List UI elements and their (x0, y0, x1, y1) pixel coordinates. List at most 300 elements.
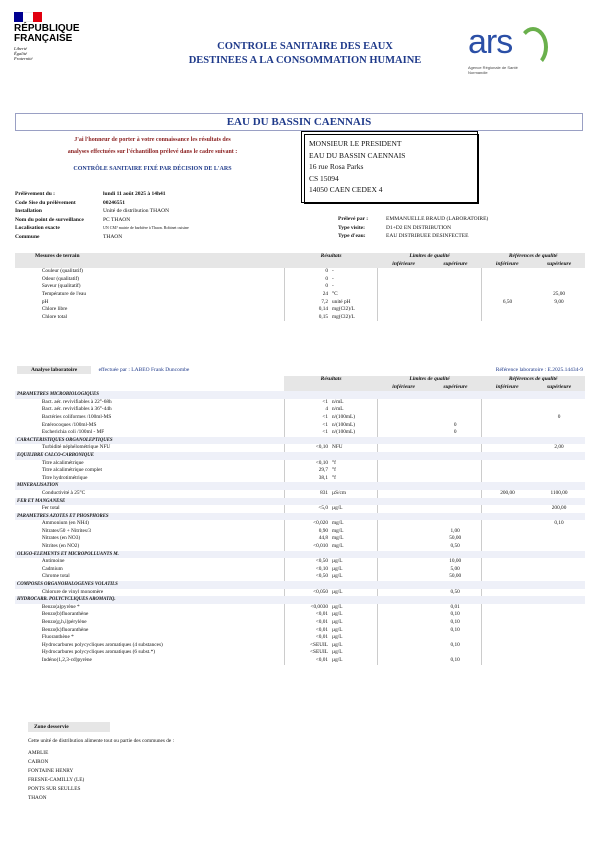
table-row (15, 268, 585, 276)
limit-inf (378, 634, 430, 642)
table-row (15, 649, 585, 657)
ref-inf (481, 611, 533, 619)
ref-inf (481, 543, 533, 551)
limit-inf (378, 543, 430, 551)
table-row (15, 306, 585, 314)
result-unit: mg(Cl2)/L (332, 306, 355, 313)
ref-inf (481, 566, 533, 574)
parameter-name: Chlore total (41, 313, 68, 320)
ref-inf (481, 475, 533, 483)
table-row (15, 573, 585, 581)
group-header: CARACTERISTIQUES ORGANOLEPTIQUES (15, 437, 585, 445)
limit-inf (378, 460, 430, 468)
limit-sup (430, 634, 482, 642)
table-row (15, 589, 585, 597)
limit-sup (430, 406, 482, 414)
limit-inf (378, 306, 430, 314)
ref-sup (533, 657, 585, 665)
result-value: <1 (284, 399, 330, 407)
ref-sup: 1100,00 (550, 489, 568, 496)
table-row (15, 543, 585, 551)
commune-item: PONTS SUR SEULLES (28, 786, 81, 792)
ref-inf (481, 634, 533, 642)
parameter-name: Bact. aér. revivifiables à 22°-68h (41, 398, 112, 405)
table-row (15, 406, 585, 414)
result-value: <0,010 (284, 543, 330, 551)
limit-inf (378, 573, 430, 581)
limit-sup: 50,00 (449, 573, 462, 580)
result-unit: µg/L (332, 656, 343, 663)
table-row (15, 611, 585, 619)
ref-inf (481, 444, 533, 452)
result-value: 38,1 (284, 475, 330, 483)
result-unit: unité pH (332, 298, 351, 305)
table-row (15, 558, 585, 566)
parameter-name: Hydrocarbures polycycliques aromatiques (4 substances) (41, 641, 163, 648)
result-value: <5,0 (284, 505, 330, 513)
ref-inf (481, 268, 533, 276)
ref-sup (533, 406, 585, 414)
table-row (15, 291, 585, 299)
limit-sup (430, 306, 482, 314)
result-unit: µg/L (332, 634, 343, 641)
ref-inf (481, 291, 533, 299)
parameter-name: Fer total (41, 505, 60, 512)
terrain-results-header: Résultats (284, 253, 377, 261)
rf-line-2: FRANÇAISE (14, 33, 73, 44)
result-unit: mg/L (332, 527, 344, 534)
group-header: EQUILIBRE CALCO-CARBONIQUE (15, 452, 585, 460)
terrain-refs-header: Références de qualité (481, 253, 585, 261)
result-value: <SEUIL (284, 642, 330, 650)
limit-inf (378, 490, 430, 498)
ref-inf (481, 657, 533, 665)
terrain-table: Mesures de terrain Résultats Limites de qualité Références de qualité inférieure supérieure inférieure supérieure Couleur (qualitatif) 0 - Odeur (qualitatif) 0 - Saveur (qualitatif) 0 - Température de l'eau 24 °C 25,00 pH 7,2 unité pH 6,50 9,00 Chlore libre 0,14 mg(Cl2)/L Chlore total 0,15 mg(Cl2)/L (15, 253, 585, 321)
parameter-name: Titre hydrotimétrique (41, 474, 88, 481)
group-header: PARAMETRES MICROBIOLOGIQUES (15, 391, 585, 399)
ref-sup (533, 422, 585, 430)
republique-francaise-logo (14, 12, 114, 82)
table-row (15, 619, 585, 627)
result-unit: n/(100mL) (332, 421, 355, 428)
result-unit: NFU (332, 444, 343, 451)
limit-sup (430, 460, 482, 468)
result-unit: °C (332, 290, 338, 297)
ref-sup (533, 276, 585, 284)
ref-inf (481, 399, 533, 407)
limit-inf (378, 414, 430, 422)
parameter-name: Température de l'eau (41, 290, 86, 297)
labo-table: Analyse laboratoire effectuée par : LABEO Frank Duncombe Référence laboratoire : E.2025.14434-9 Résultats Limites de qualité Références de qualité inférieure supérieure inférieure supérieure PARAMETRES MICROBIOLOGIQUES Bact. aér. revivifiables à 22°-68h <1 n/mL Bact. aér. revivifiables à 36°-44h 4 n/mL Bactéries coliformes /100ml-MS <1 n/(100mL) 0 Entérocoques /100ml-MS <1 n/(100mL) 0 Escherichia coli /100ml - MF <1 n/(100mL) 0 CARACTERISTIQUES ORGANOLEPTIQUES Turbidité néphélométrique NFU <0,10 NFU 2,00 EQUILIBRE CALCO-CARBONIQUE Titre alcalimétrique <0,10 °f Titre alcalimétrique complet 29,7 °f Titre hydrotimétrique 38,1 °f MINERALISATION Conductivité à 25°C 831 µS/cm 200,00 1100,00 FER ET MANGANESE Fer total <5,0 µg/L 200,00 PARAMETRES AZOTES ET PHOSPHORES Ammonium (en NH4) <0,020 mg/L 0,10 Nitrates/50 + Nitrites/3 0,90 mg/L 1,00 Nitrates (en NO3) 44,8 mg/L 50,00 Nitrites (en NO2) <0,010 mg/L 0,50 OLIGO-ELEMENTS ET MICROPOLLUANTS M. Antimoine <0,50 µg/L 10,00 Cadmium <0,10 µg/L 5,00 Chrome total <0,50 µg/L 50,00 COMPOSES ORGANOHALOGENES VOLATILS Chlorure de vinyl monomère <0,050 µg/L 0,50 HYDROCARB. POLYCYCLIQUES AROMATIQ. Benzo(a)pyrène * <0,0030 µg/L 0,01 Benzo(b)fluoranthène <0,01 µg/L 0,10 Benzo(g,h,i)pérylène <0,01 µg/L 0,10 Benzo(k)fluoranthène <0,01 µg/L 0,10 Fluoranthène * <0,01 µg/L Hydrocarbures polycycliques aromatiques (4 substances) <SEUIL µg/L 0,10 Hydrocarbures polycycliques aromatiques (6 subst.*) <SEUIL µg/L Indéno(1,2,3-cd)pyrène <0,01 µg/L 0,10 (17, 367, 583, 663)
ref-inf (481, 460, 533, 468)
result-unit: n/mL (332, 406, 344, 413)
parameter-name: Nitrates (en NO3) (41, 535, 81, 542)
parameter-name: Saveur (qualitatif) (41, 283, 81, 290)
result-unit: - (332, 275, 334, 282)
result-value: <0,01 (284, 611, 330, 619)
result-unit: µg/L (332, 573, 343, 580)
limit-sup (430, 505, 482, 513)
parameter-name: Titre alcalimétrique (41, 459, 84, 466)
result-value: 0 (284, 276, 330, 284)
ref-sup (533, 528, 585, 536)
ref-inf (481, 520, 533, 528)
parameter-name: Benzo(a)pyrène * (41, 603, 80, 610)
result-value: 44,8 (284, 535, 330, 543)
ref-inf (481, 429, 533, 437)
parameter-name: Antimoine (41, 558, 65, 565)
limit-sup (430, 314, 482, 322)
table-row (15, 467, 585, 475)
result-value: 0 (284, 268, 330, 276)
commune-item: AMBLIE (28, 750, 49, 756)
result-unit: µg/L (332, 603, 343, 610)
limit-inf (378, 520, 430, 528)
parameter-name: Cadmium (41, 565, 63, 572)
result-value: <0,50 (284, 573, 330, 581)
control-type: CONTRÔLE SANITAIRE FIXÉ PAR DÉCISION DE L'ARS (73, 166, 232, 172)
limit-inf (378, 642, 430, 650)
ref-sup (533, 268, 585, 276)
limit-sup: 0 (453, 429, 457, 436)
limit-sup: 0,50 (450, 588, 460, 595)
parameter-name: Hydrocarbures polycycliques aromatiques (6 subst.*) (41, 649, 155, 656)
ref-inf (481, 535, 533, 543)
result-value: <0,0030 (284, 604, 330, 612)
document-title: CONTROLE SANITAIRE DES EAUX DESTINEES A LA CONSOMMATION HUMAINE (188, 41, 422, 66)
parameter-name: Chlore libre (41, 306, 68, 313)
result-value: 0 (284, 283, 330, 291)
terrain-title: Mesures de terrain (15, 253, 284, 261)
result-unit: °f (332, 459, 336, 466)
result-unit: µg/L (332, 626, 343, 633)
limit-sup: 0,10 (450, 619, 460, 625)
result-unit: µS/cm (332, 489, 346, 496)
result-value: <0,10 (284, 566, 330, 574)
ref-inf (481, 604, 533, 612)
result-unit: µg/L (332, 649, 343, 656)
limit-sup (430, 467, 482, 475)
ref-sup (533, 283, 585, 291)
limit-inf (378, 429, 430, 437)
result-value: <0,10 (284, 460, 330, 468)
parameter-name: Benzo(k)fluoranthène (41, 626, 89, 633)
terrain-limits-header: Limites de qualité (378, 253, 482, 261)
limit-inf (378, 422, 430, 430)
ref-inf (481, 573, 533, 581)
group-header: MINERALISATION (15, 482, 585, 490)
ref-sup (533, 634, 585, 642)
result-value: 0,90 (284, 528, 330, 536)
limit-sup: 50,00 (449, 535, 462, 542)
result-value: 29,7 (284, 467, 330, 475)
result-value: <1 (284, 422, 330, 430)
limit-sup: 0,01 (450, 603, 460, 610)
ref-inf (481, 467, 533, 475)
limit-sup (430, 444, 482, 452)
ref-sup: 0,10 (554, 520, 564, 527)
ref-sup: 200,00 (551, 505, 567, 512)
ref-inf: 200,00 (481, 490, 533, 498)
labo-title: Analyse laboratoire (17, 366, 91, 374)
table-row (15, 460, 585, 468)
ref-sup (533, 543, 585, 551)
parameter-name: Entérocoques /100ml-MS (41, 421, 97, 428)
ref-inf (481, 414, 533, 422)
zone-communes (28, 749, 588, 803)
zone-intro: Cette unité de distribution alimente tout ou partie des communes de : (28, 738, 175, 744)
limit-sup (430, 291, 482, 299)
commune-item: THAON (28, 795, 47, 801)
result-value: <0,01 (284, 657, 330, 665)
table-row (15, 444, 585, 452)
limit-inf (378, 528, 430, 536)
result-unit: - (332, 268, 334, 275)
limit-sup: 0,10 (450, 641, 460, 648)
limit-inf (378, 283, 430, 291)
ref-sup (533, 589, 585, 597)
result-unit: µg/L (332, 565, 343, 572)
limit-inf (378, 657, 430, 665)
result-unit: mg/L (332, 535, 344, 542)
ars-subtitle: Agence Régionale de Santé Normandie (468, 65, 518, 75)
limit-sup (430, 268, 482, 276)
sample-info-right: Prélevé par : EMMANUELLE BRAUD (LABORATOIRE) Type visite: D1+D2 EN DISTRIBUTION Type d'eau: EAU DISTRIBUEE DESINFECTEE (338, 216, 489, 239)
parameter-name: Bact. aér. revivifiables à 36°-44h (41, 406, 112, 413)
ars-swoosh-icon (518, 27, 548, 67)
limit-sup: 0,10 (450, 626, 460, 633)
ref-sup (533, 535, 585, 543)
parameter-name: Benzo(b)fluoranthène (41, 611, 89, 618)
ars-wordmark: ars (468, 23, 513, 61)
zone-section (28, 715, 588, 803)
rf-line-1: RÉPUBLIQUE (14, 23, 80, 34)
ref-inf (481, 422, 533, 430)
table-row (15, 475, 585, 483)
limit-inf (378, 444, 430, 452)
result-unit: mg/L (332, 520, 344, 527)
table-row (15, 634, 585, 642)
result-value: 831 (284, 490, 330, 498)
parameter-name: Couleur (qualitatif) (41, 268, 83, 275)
table-row (15, 627, 585, 635)
limit-inf (378, 276, 430, 284)
table-row (15, 505, 585, 513)
parameter-name: Fluoranthène * (41, 634, 74, 641)
limit-inf (378, 558, 430, 566)
ref-inf (481, 306, 533, 314)
ref-sup (533, 611, 585, 619)
ref-sup (533, 429, 585, 437)
ref-inf (481, 619, 533, 627)
table-row (15, 314, 585, 322)
network-banner: EAU DU BASSIN CAENNAIS (15, 113, 583, 131)
limit-sup (430, 299, 482, 307)
limit-inf (378, 399, 430, 407)
limit-sup: 1,00 (450, 527, 460, 534)
ref-inf (481, 627, 533, 635)
sample-info-left: Prélèvement du : lundi 11 août 2025 à 14h41 Code Sise du prélèvement 00246551 Installation Unité de distribution THAON Nom du point de surveillance PC THAON Localisation exacte UN CM? mairie de barbière à Thaon. Robinet cuisine Commune THAON (15, 191, 189, 240)
limit-sup: 0,50 (450, 543, 460, 550)
limit-inf (378, 505, 430, 513)
parameter-name: Chlorure de vinyl monomère (41, 588, 104, 595)
limit-inf (378, 611, 430, 619)
ref-sup (533, 475, 585, 483)
group-header: OLIGO-ELEMENTS ET MICROPOLLUANTS M. (15, 551, 585, 559)
limit-sup (430, 276, 482, 284)
result-value: 4 (284, 406, 330, 414)
result-unit: n/mL (332, 398, 344, 405)
ref-inf: 6,50 (481, 299, 533, 307)
ref-inf (481, 505, 533, 513)
table-row (15, 535, 585, 543)
ref-inf (481, 528, 533, 536)
result-unit: n/(100mL) (332, 429, 355, 436)
ref-sup (533, 604, 585, 612)
result-unit: mg/L (332, 543, 344, 550)
ref-inf (481, 649, 533, 657)
table-row (15, 429, 585, 437)
limit-inf (378, 589, 430, 597)
commune-item: FRESNE-CAMILLY (LE) (28, 777, 85, 783)
parameter-name: Nitrates/50 + Nitrites/3 (41, 527, 92, 534)
result-value: 0,14 (284, 306, 330, 314)
commune-item: CAIRON (28, 759, 49, 765)
limit-inf (378, 291, 430, 299)
ars-logo (468, 23, 558, 75)
result-value: <0,01 (284, 627, 330, 635)
table-row (15, 422, 585, 430)
parameter-name: Odeur (qualitatif) (41, 275, 80, 282)
limit-inf (378, 314, 430, 322)
result-unit: µg/L (332, 619, 343, 625)
table-row (15, 299, 585, 307)
ref-inf (481, 283, 533, 291)
result-value: 24 (284, 291, 330, 299)
limit-sup: 0,10 (450, 656, 460, 663)
parameter-name: pH (41, 298, 49, 305)
ref-sup: 9,00 (554, 298, 564, 305)
limit-sup: 0 (453, 421, 457, 428)
limit-inf (378, 566, 430, 574)
table-row (15, 490, 585, 498)
zone-title: Zone desservie (28, 722, 110, 732)
limit-sup (430, 490, 482, 498)
ref-inf (481, 558, 533, 566)
result-unit: - (332, 283, 334, 290)
table-row (15, 657, 585, 665)
table-row (15, 520, 585, 528)
parameter-name: Conductivité à 25°C (41, 489, 86, 496)
ref-sup: 2,00 (554, 444, 564, 451)
ref-sup (533, 649, 585, 657)
table-row (15, 283, 585, 291)
parameter-name: Chrome total (41, 573, 70, 580)
parameter-name: Indéno(1,2,3-cd)pyrène (41, 656, 92, 663)
parameter-name: Nitrites (en NO2) (41, 543, 80, 550)
result-value: <0,020 (284, 520, 330, 528)
table-row (15, 276, 585, 284)
result-value: <0,01 (284, 634, 330, 642)
limit-sup (430, 475, 482, 483)
parameter-name: Titre alcalimétrique complet (41, 467, 102, 474)
ref-sup (533, 627, 585, 635)
result-value: <1 (284, 414, 330, 422)
limit-sup (430, 399, 482, 407)
parameter-name: Benzo(g,h,i)pérylène (41, 619, 87, 625)
french-flag-icon (14, 12, 42, 22)
rf-motto: Liberté Égalité Fraternité (14, 46, 33, 61)
result-value: 7,2 (284, 299, 330, 307)
ref-inf (481, 314, 533, 322)
ref-sup (533, 306, 585, 314)
limit-inf (378, 299, 430, 307)
result-unit: mg(Cl2)/L (332, 313, 355, 320)
result-value: <SEUIL (284, 649, 330, 657)
limit-sup (430, 649, 482, 657)
labo-performed-by: effectuée par : LABEO Frank Duncombe (98, 367, 190, 374)
limit-inf (378, 649, 430, 657)
ref-sup (533, 399, 585, 407)
table-row (15, 604, 585, 612)
ref-sup (533, 573, 585, 581)
group-header: FER ET MANGANESE (15, 498, 585, 506)
ref-sup (533, 314, 585, 322)
labo-reference: Référence laboratoire : E.2025.14434-9 (495, 367, 583, 374)
ref-inf (481, 589, 533, 597)
result-unit: µg/L (332, 505, 343, 512)
result-unit: n/(100mL) (332, 413, 355, 420)
recipient-address: MONSIEUR LE PRESIDENT EAU DU BASSIN CAENNAIS 16 rue Rosa Parks CS 15094 14050 CAEN CEDEX 4 (304, 134, 479, 204)
parameter-name: Turbidité néphélométrique NFU (41, 444, 111, 451)
parameter-name: Ammonium (en NH4) (41, 520, 89, 527)
limit-sup: 5,00 (450, 565, 460, 572)
limit-sup: 0,10 (450, 611, 460, 618)
ref-sup (533, 619, 585, 627)
result-value: 0,15 (284, 314, 330, 322)
ref-sup (533, 460, 585, 468)
group-header: PARAMETRES AZOTES ET PHOSPHORES (15, 513, 585, 521)
result-unit: µg/L (332, 558, 343, 565)
group-header: HYDROCARB. POLYCYCLIQUES AROMATIQ. (15, 596, 585, 604)
ref-sup (533, 642, 585, 650)
limit-inf (378, 475, 430, 483)
ref-inf (481, 276, 533, 284)
table-row (15, 528, 585, 536)
ref-sup: 25,00 (553, 290, 566, 297)
limit-sup (430, 414, 482, 422)
result-value: <0,10 (284, 444, 330, 452)
ref-inf (481, 642, 533, 650)
limit-inf (378, 627, 430, 635)
result-value: <0,050 (284, 589, 330, 597)
result-unit: µg/L (332, 641, 343, 648)
parameter-name: Escherichia coli /100ml - MF (41, 429, 105, 436)
result-value: <0,01 (284, 619, 330, 627)
limit-inf (378, 467, 430, 475)
ref-sup: 0 (557, 413, 561, 420)
result-unit: °f (332, 474, 336, 481)
result-unit: µg/L (332, 611, 343, 618)
parameter-name: Bactéries coliformes /100ml-MS (41, 413, 112, 420)
limit-inf (378, 619, 430, 627)
limit-sup (430, 520, 482, 528)
commune-item: FONTAINE HENRY (28, 768, 74, 774)
limit-sup (430, 283, 482, 291)
result-unit: µg/L (332, 588, 343, 595)
result-value: <1 (284, 429, 330, 437)
ref-inf (481, 406, 533, 414)
